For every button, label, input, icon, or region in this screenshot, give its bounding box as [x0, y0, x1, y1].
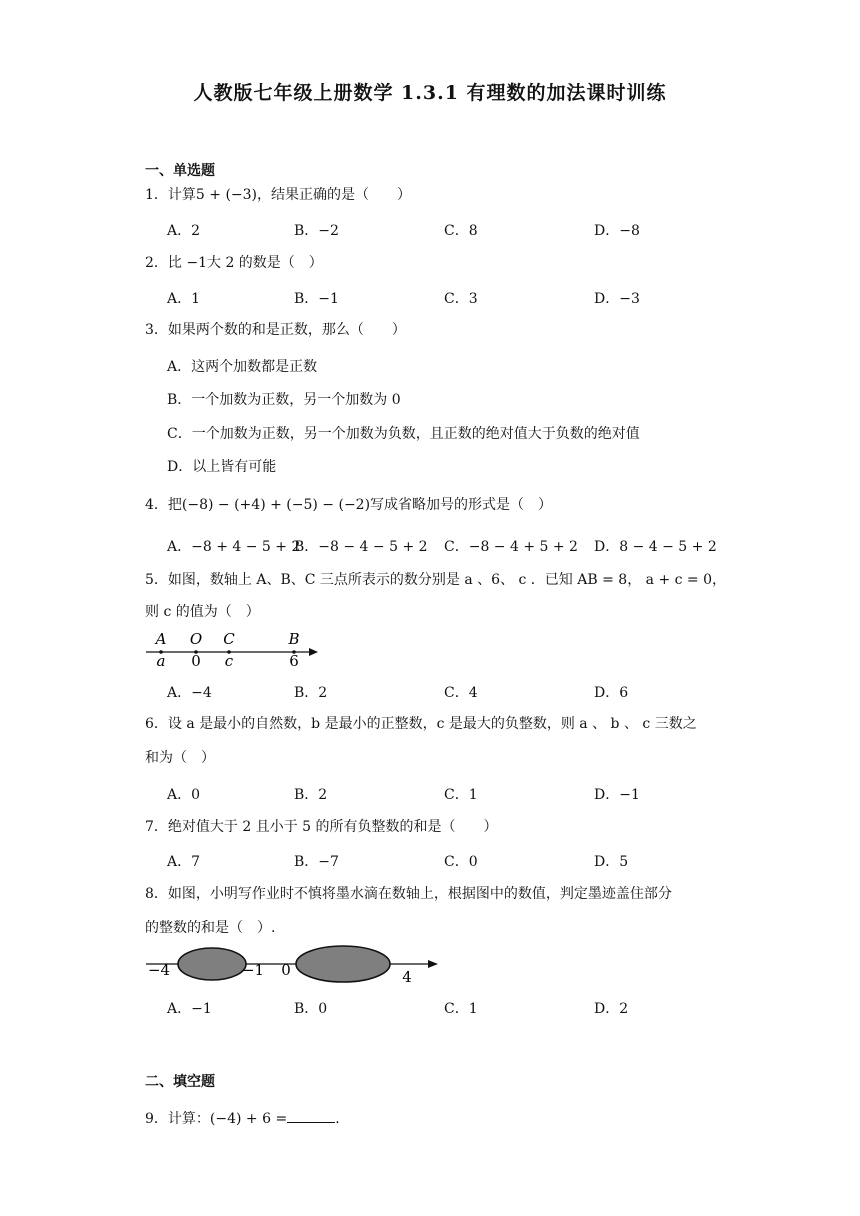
q1-option-c: C．8	[444, 223, 478, 239]
q3-option-a: A．这两个加数都是正数	[167, 359, 318, 375]
section-fill-blank: 二、填空题	[145, 1074, 215, 1090]
point-o-label: O	[189, 630, 203, 648]
number-line-arrow	[309, 648, 318, 656]
q8-option-b: B．0	[294, 1001, 328, 1017]
question-5-line1: 5．如图，数轴上 A、B、C 三点所表示的数分别是 a 、6、 c ．已知 AB = 8， a + c = 0，	[145, 572, 727, 588]
ink-blot-left	[178, 948, 246, 980]
q6-option-c: C．1	[444, 787, 478, 803]
q7-option-c: C．0	[444, 854, 478, 870]
question-8-line1: 8．如图，小明写作业时不慎将墨水滴在数轴上，根据图中的数值，判定墨迹盖住部分	[145, 886, 672, 902]
value-c-label: c	[224, 652, 234, 670]
q2-option-a: A．1	[167, 291, 201, 307]
q2-option-c: C．3	[444, 291, 478, 307]
q1-option-a: A．2	[167, 223, 201, 239]
q8-option-c: C．1	[444, 1001, 478, 1017]
q4-option-a: A．−8 + 4 − 5 + 2	[167, 539, 301, 555]
q4-option-d: D．8 − 4 − 5 + 2	[594, 539, 717, 555]
question-3: 3．如果两个数的和是正数，那么（ ）	[145, 322, 406, 338]
question-6-line1: 6．设 a 是最小的自然数，b 是最小的正整数，c 是最大的负整数，则 a 、 b 、 c 三数之	[145, 716, 697, 732]
question-9-tail: .	[335, 1111, 340, 1127]
section-single-choice: 一、单选题	[145, 163, 215, 179]
point-b-label: B	[288, 630, 300, 648]
q1-option-b: B．−2	[294, 223, 339, 239]
q3-option-c: C．一个加数为正数，另一个加数为负数，且正数的绝对值大于负数的绝对值	[167, 426, 640, 442]
value-a-label: a	[156, 652, 166, 670]
label-minus-1: −1	[241, 961, 265, 979]
question-9	[145, 1108, 340, 1128]
q8-option-a: A．−1	[167, 1001, 212, 1017]
q3-option-b: B．一个加数为正数，另一个加数为 0	[167, 392, 401, 408]
ink-blot-right	[296, 946, 390, 982]
label-4: 4	[402, 968, 412, 986]
q4-option-c: C．−8 − 4 + 5 + 2	[444, 539, 578, 555]
question-4: 4．把(−8) − (+4) + (−5) − (−2)写成省略加号的形式是（ ）	[145, 497, 553, 513]
q7-option-b: B．−7	[294, 854, 339, 870]
q2-option-d: D．−3	[594, 291, 640, 307]
q8-option-d: D．2	[594, 1001, 629, 1017]
q6-option-b: B．2	[294, 787, 328, 803]
value-o-label: 0	[191, 652, 201, 670]
question-9-text: 9．计算：(−4) + 6 =	[145, 1111, 288, 1127]
answer-blank[interactable]	[287, 1108, 335, 1123]
q2-option-b: B．−1	[294, 291, 339, 307]
q5-option-d: D．6	[594, 685, 629, 701]
point-a-label: A	[155, 630, 167, 648]
question-2: 2．比 −1大 2 的数是（ ）	[145, 255, 323, 271]
question-1: 1．计算5 + (−3)，结果正确的是（ ）	[145, 187, 412, 203]
question-7: 7．绝对值大于 2 且小于 5 的所有负整数的和是（ ）	[145, 819, 498, 835]
question-6-line2: 和为（ ）	[145, 750, 215, 766]
question-5-line2: 则 c 的值为（ ）	[145, 604, 260, 620]
q1-option-d: D．−8	[594, 223, 640, 239]
q6-option-a: A．0	[167, 787, 201, 803]
question-8-line2: 的整数的和是（ ）.	[145, 920, 276, 936]
value-b-label: 6	[289, 652, 299, 670]
number-line-arrow	[428, 960, 438, 968]
q5-number-line-figure	[140, 628, 330, 670]
q7-option-d: D．5	[594, 854, 629, 870]
q4-option-b: B．−8 − 4 − 5 + 2	[294, 539, 428, 555]
label-minus-4: −4	[147, 961, 171, 979]
q5-option-b: B．2	[294, 685, 328, 701]
point-c-label: C	[223, 630, 235, 648]
q5-option-c: C．4	[444, 685, 478, 701]
q5-option-a: A．−4	[167, 685, 212, 701]
label-0: 0	[281, 961, 291, 979]
q7-option-a: A．7	[167, 854, 201, 870]
q3-option-d: D．以上皆有可能	[167, 459, 277, 475]
page-title: 人教版七年级上册数学 1.3.1 有理数的加法课时训练	[193, 82, 667, 104]
q6-option-d: D．−1	[594, 787, 640, 803]
q8-ink-number-line-figure	[140, 942, 445, 988]
